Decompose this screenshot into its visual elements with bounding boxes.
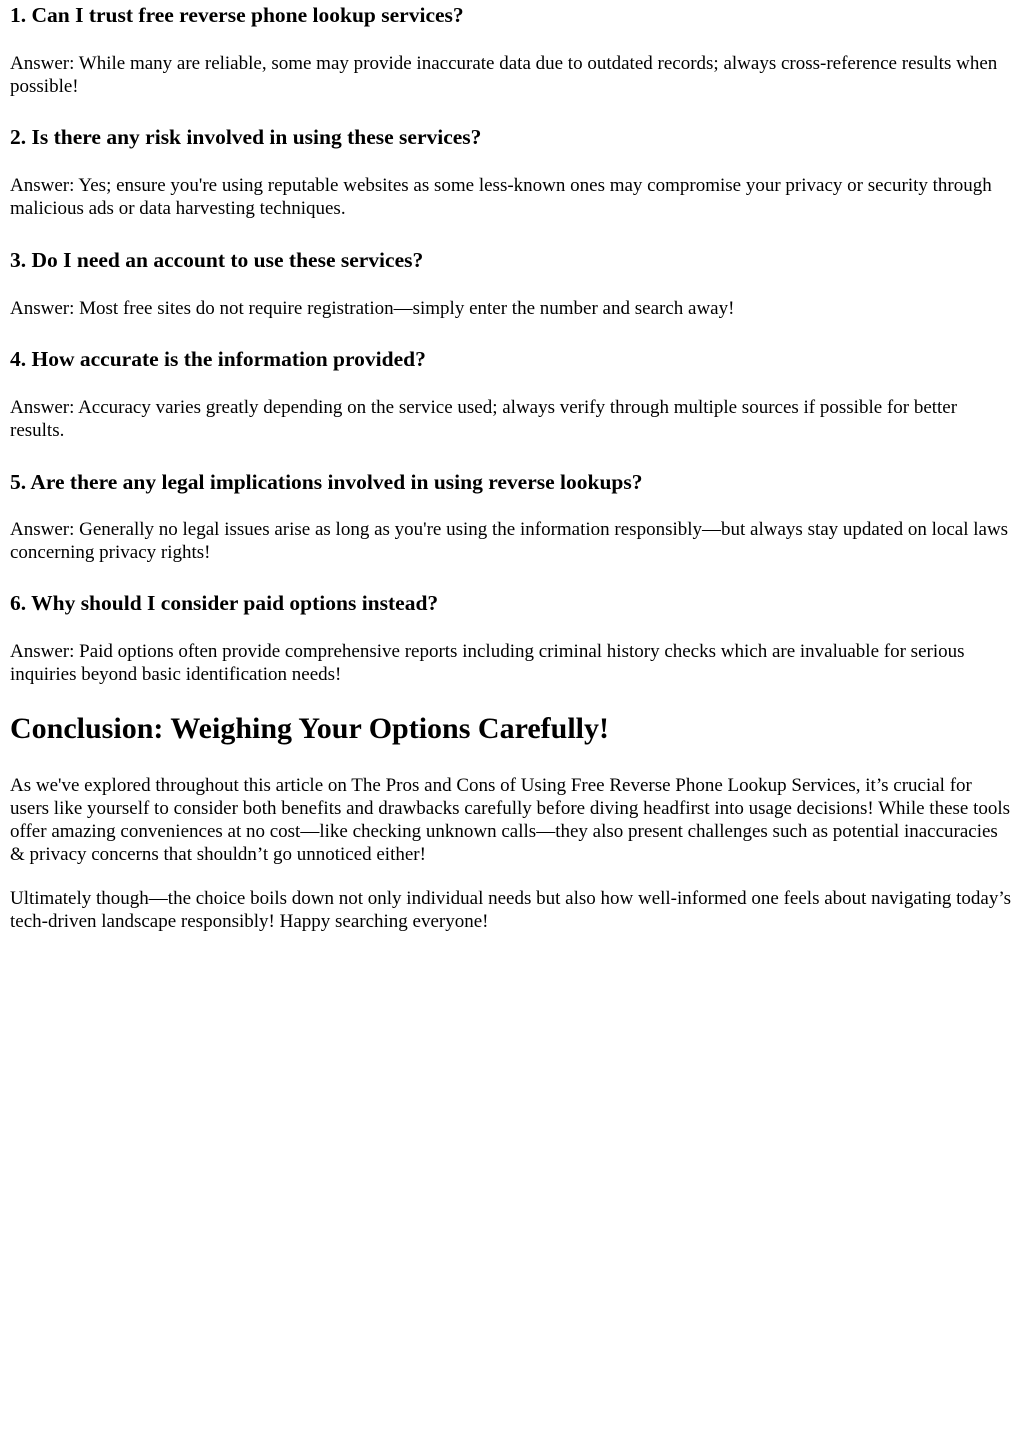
faq-question-3: 3. Do I need an account to use these services? <box>10 248 424 272</box>
faq-answer-5: Answer: Generally no legal issues arise as long as you're using the information responsibly—but always stay updated on local laws concerning privacy rights! <box>10 519 1009 563</box>
article-page <box>0 2 1024 933</box>
faq-answer-4: Answer: Accuracy varies greatly depending on the service used; always verify through multiple sources if possible for better results. <box>10 397 958 441</box>
faq-question-5: 5. Are there any legal implications involved in using reverse lookups? <box>10 470 643 494</box>
conclusion-paragraph-2: Ultimately though—the choice boils down not only individual needs but also how well-informed one feels about navigating today’s tech-driven landscape responsibly! Happy searching everyone! <box>10 888 1012 932</box>
conclusion-title: Conclusion: Weighing Your Options Carefully! <box>10 712 610 745</box>
faq-question-4: 4. How accurate is the information provided? <box>10 347 426 371</box>
faq-answer-6: Answer: Paid options often provide comprehensive reports including criminal history checks which are invaluable for serious inquiries beyond basic identification needs! <box>10 641 965 685</box>
faq-answer-1: Answer: While many are reliable, some may provide inaccurate data due to outdated records; always cross-reference results when possible! <box>10 53 998 97</box>
faq-answer-3: Answer: Most free sites do not require registration—simply enter the number and search away! <box>10 298 735 319</box>
faq-question-6: 6. Why should I consider paid options instead? <box>10 591 439 615</box>
faq-question-2: 2. Is there any risk involved in using these services? <box>10 125 482 149</box>
faq-answer-2: Answer: Yes; ensure you're using reputable websites as some less-known ones may compromise your privacy or security through malicious ads or data harvesting techniques. <box>10 175 992 219</box>
conclusion-paragraph-1: As we've explored throughout this article on The Pros and Cons of Using Free Reverse Phone Lookup Services, it’s crucial for users like yourself to consider both benefits and drawbacks carefully before diving headfirst into usage decisions! While these tools offer amazing conveniences at no cost—like checking unknown calls—they also present challenges such as potential inaccuracies & privacy concerns that shouldn’t go unnoticed either! <box>10 775 1011 865</box>
faq-question-1: 1. Can I trust free reverse phone lookup services? <box>10 3 464 27</box>
